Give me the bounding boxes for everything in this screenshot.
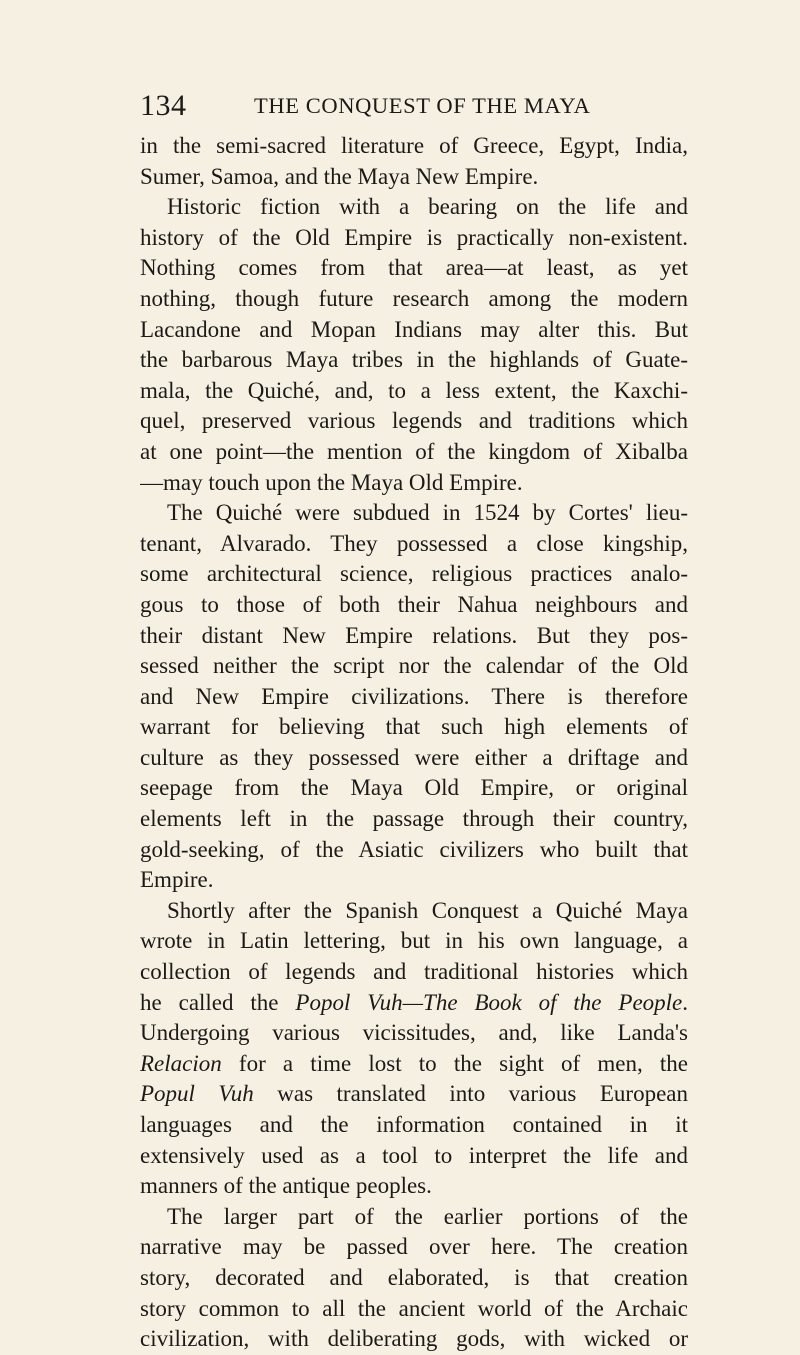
text-line: Empire. [140,867,214,893]
page-number: 134 [140,89,187,122]
text-line: story common to all the ancient world of the Archaic [140,1295,688,1321]
text-line: Undergoing various vicissitudes, and, like Landa's [140,1020,688,1046]
text-line [140,1049,688,1080]
text-line: in the semi-sacred literature of Greece, Egypt, India, [140,133,688,158]
text-segment: was translated into various European [253,1081,688,1107]
text-line: mala, the Quiché, and, to a less extent, the Kaxchi- [140,377,688,403]
text-line: civilization, with deliberating gods, with wicked or [140,1326,688,1352]
text-line [140,1079,688,1110]
text-line: narrative may be passed over here. The creation [140,1234,688,1260]
body-text [140,131,688,1355]
text-line: some architectural science, religious practices analo- [140,561,688,587]
text-line: manners of the antique peoples. [140,1173,432,1199]
text-line: The Quiché were subdued in 1524 by Cortes' lieu- [167,500,688,526]
text-line: history of the Old Empire is practically non-existent. [140,224,688,250]
running-head: THE CONQUEST OF THE MAYA [254,93,591,118]
italic-title: Popol Vuh—The Book of the People [295,989,683,1015]
italic-title: Relacion [140,1050,222,1076]
text-line: Lacandone and Mopan Indians may alter this. But [140,316,688,342]
text-line: Historic fiction with a bearing on the life and [167,194,688,220]
text-line: nothing, though future research among the modern [140,285,688,311]
text-segment: he called the [140,989,296,1015]
text-line: Shortly after the Spanish Conquest a Quiché Maya [167,897,688,923]
text-line [140,988,688,1019]
text-line: tenant, Alvarado. They possessed a close kingship, [140,530,688,556]
text-line: extensively used as a tool to interpret the life and [140,1142,688,1168]
text-line: Nothing comes from that area—at least, as yet [140,255,688,281]
page-header [140,86,688,126]
text-segment: for a time lost to the sight of men, the [221,1050,688,1076]
text-line: quel, preserved various legends and traditions which [140,408,688,434]
text-line: their distant New Empire relations. But they pos- [140,622,688,648]
text-line: The larger part of the earlier portions of the [167,1203,688,1229]
text-line: gous to those of both their Nahua neighbours and [140,591,688,617]
text-line: story, decorated and elaborated, is that creation [140,1264,688,1290]
text-line: collection of legends and traditional histories which [140,959,688,985]
italic-title: Popul Vuh [140,1081,254,1107]
text-line: languages and the information contained in it [140,1112,688,1137]
text-line: Sumer, Samoa, and the Maya New Empire. [140,163,539,189]
text-line: gold-seeking, of the Asiatic civilizers who built that [140,836,688,862]
text-line: sessed neither the script nor the calendar of the Old [140,653,688,679]
text-line: and New Empire civilizations. There is therefore [140,683,688,709]
text-line: the barbarous Maya tribes in the highlands of Guate- [140,347,688,373]
text-line: culture as they possessed were either a driftage and [140,744,688,770]
text-line: at one point—the mention of the kingdom of Xibalba [140,438,688,464]
text-line: warrant for believing that such high elements of [140,714,688,740]
text-line: wrote in Latin lettering, but in his own language, a [140,928,688,954]
text-segment: . [682,989,688,1015]
text-line: elements left in the passage through their country, [140,806,688,832]
text-line: seepage from the Maya Old Empire, or original [140,775,688,801]
text-line: —may touch upon the Maya Old Empire. [140,469,523,495]
